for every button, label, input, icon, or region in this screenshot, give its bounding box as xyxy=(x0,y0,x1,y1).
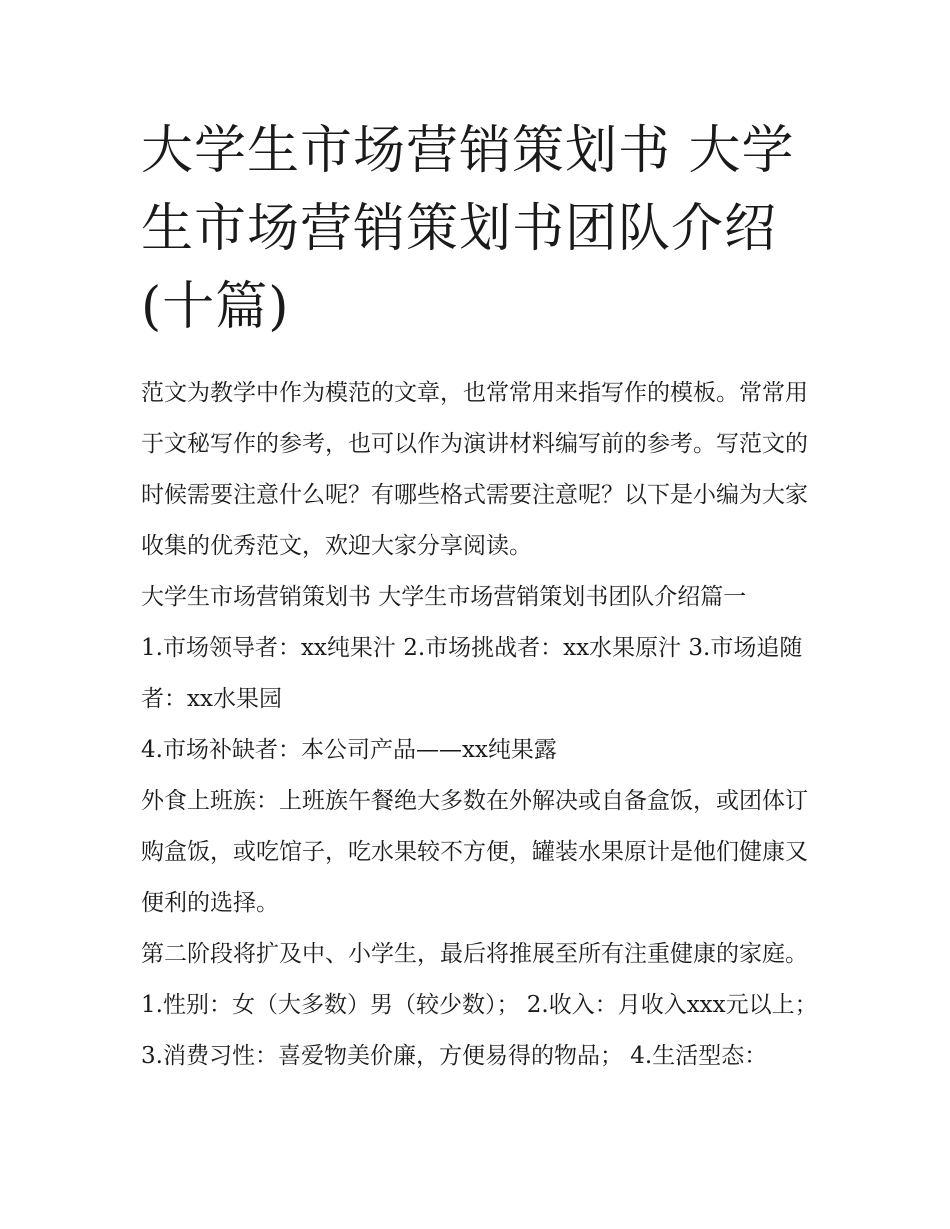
document-page xyxy=(141,112,821,1082)
paragraph-consumer-habits: 3.消费习性：喜爱物美价廉，方便易得的物品； 4.生活型态： xyxy=(141,1043,768,1069)
paragraph-intro: 范文为教学中作为模范的文章，也常常用来指写作的模板。常常用于文秘写作的参考，也可以作为演讲材料编写前的参考。写范文的时候需要注意什么呢？有哪些格式需要注意呢？以下是小编为大家收集的优秀范文，欢迎大家分享阅读。 xyxy=(141,380,808,559)
paragraph-niche-player: 4.市场补缺者：本公司产品——xx纯果露 xyxy=(141,737,557,763)
paragraph-target-segments: 第二阶段将扩及中、小学生，最后将推展至所有注重健康的家庭。 1.性别：女（大多数）男（较少数）； 2.收入：月收入xxx元以上； xyxy=(141,941,818,1018)
paragraph-office-workers: 外食上班族：上班族午餐绝大多数在外解决或自备盒饭，或团体订购盒饭，或吃馆子，吃水果较不方便，罐装水果原计是他们健康又便利的选择。 xyxy=(141,788,808,916)
paragraph-section-heading: 大学生市场营销策划书 大学生市场营销策划书团队介绍篇一 xyxy=(141,584,747,610)
document-body xyxy=(141,368,821,1082)
document-title: 大学生市场营销策划书 大学生市场营销策划书团队介绍(十篇) xyxy=(141,121,795,337)
paragraph-market-roles: 1.市场领导者：xx纯果汁 2.市场挑战者：xx水果原汁 3.市场追随者：xx水果园 xyxy=(141,635,803,712)
